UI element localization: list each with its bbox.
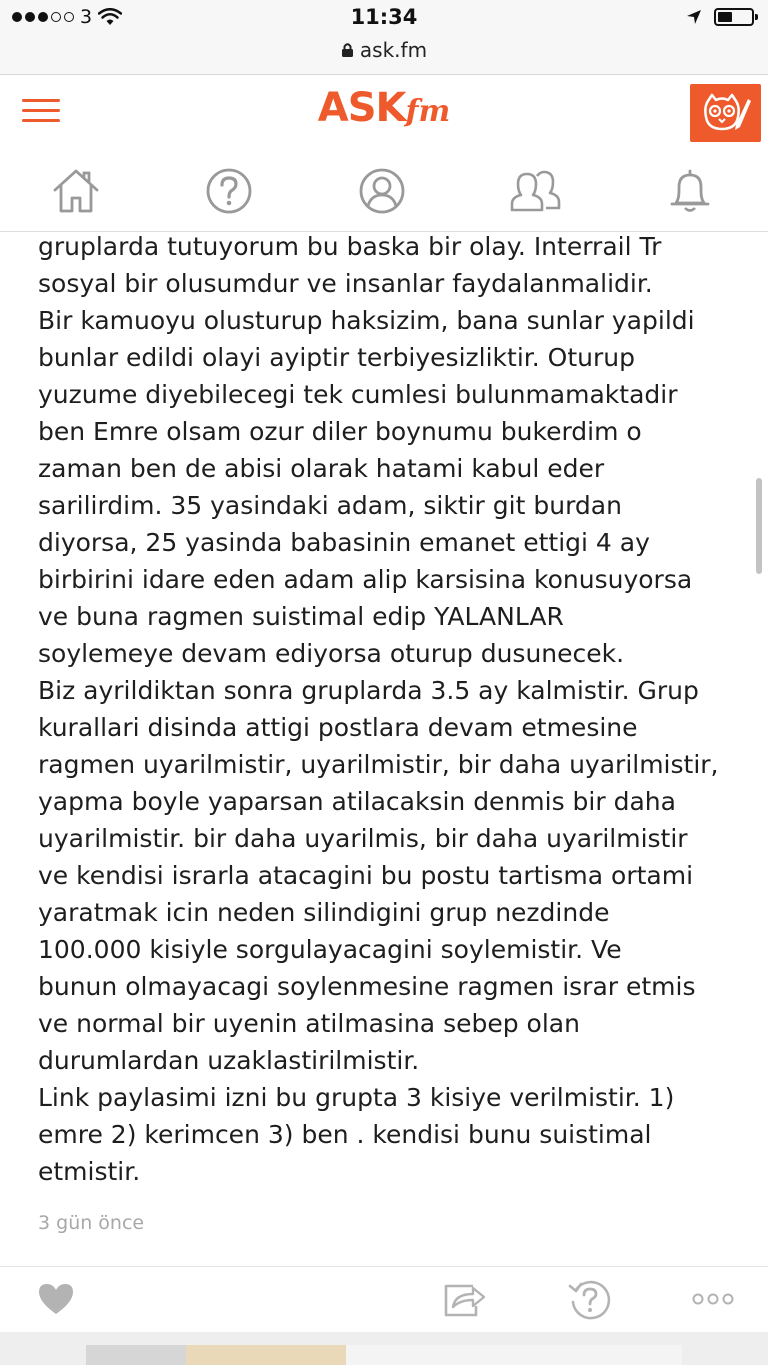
url-text: ask.fm [359, 38, 428, 62]
more-icon [691, 1292, 735, 1306]
more-button[interactable] [690, 1279, 736, 1319]
preview-image [86, 1345, 186, 1365]
share-icon [443, 1280, 487, 1318]
bell-icon [668, 167, 712, 215]
app-header [0, 75, 768, 153]
lock-icon [341, 42, 354, 58]
nav-questions[interactable] [199, 161, 259, 221]
answer-timestamp: 3 gün önce [38, 1212, 145, 1234]
rewind-question-icon [568, 1278, 612, 1320]
nav-home[interactable] [46, 161, 106, 221]
nav-notifications[interactable] [660, 161, 720, 221]
status-bar [0, 0, 768, 36]
ask-again-button[interactable] [567, 1279, 613, 1319]
main-nav [0, 153, 768, 232]
share-button[interactable] [442, 1279, 488, 1319]
carrier-name: 3 [80, 6, 93, 28]
nav-profile[interactable] [352, 161, 412, 221]
location-arrow-icon [686, 9, 702, 25]
profile-icon [358, 167, 406, 215]
scrollbar[interactable] [756, 478, 762, 574]
heart-icon [37, 1282, 75, 1316]
clock: 11:34 [350, 5, 418, 29]
logo-suffix: fm [405, 94, 451, 129]
answer-body [38, 228, 738, 1203]
logo-main: ASK [317, 85, 406, 131]
home-icon [51, 168, 101, 214]
battery-icon [714, 8, 754, 26]
answer-text: gruplarda tutuyorum bu baska bir olay. Interrail Tr sosyal bir olusumdur ve insanlar faydalanmalidir. Bir kamuoyu olusturup haksizim, bana sunlar yapildi bunlar edildi olayi ayiptir terbiyesizliktir. Oturup yuzume diyebilecegi tek cumlesi bulunmamaktadir ben Emre olsam ozur diler boynumu bukerdim o zaman ben de abisi olarak hatami kabul eder sarilirdim. 35 yasindaki adam, siktir git burdan diyorsa, 25 yasinda babasinin emanet ettigi 4 ay birbirini idare eden adam alip karsisina konusuyorsa ve buna ragmen suistimal edip YALANLAR soylemeye devam ediyorsa oturup dusunecek. Biz ayrildiktan sonra gruplarda 3.5 ay kalmistir. Grup kurallari disinda attigi postlara devam etmesine ragmen uyarilmistir, uyarilmistir, bir daha uyarilmistir, yapma boyle yaparsan atilacaksin denmis bir daha uyarilmistir. bir daha uyarilmis, bir daha uyarilmistir ve kendisi israrla atacagini bu postu tartisma ortami yaratmak icin neden silindigini grup nezdinde 100.000 kisiyle sorgulayacagini soylemistir. Ve bunun olmayacagi soylenmesine ragmen israr etmis ve normal bir uyenin atilmasina sebep olan durumlardan uzaklastirilmistir. Link paylasimi izni bu grupta 3 kisiye verilmistir. 1) emre 2) kerimcen 3) ben . kendisi bunu suistimal etmistir. [38, 232, 719, 1186]
like-button[interactable] [36, 1279, 76, 1319]
owl-pencil-icon [700, 91, 752, 135]
askfm-logo[interactable] [0, 85, 768, 131]
ask-question-button[interactable] [690, 84, 761, 142]
preview-image [346, 1345, 682, 1365]
next-post-preview [0, 1332, 768, 1365]
nav-friends[interactable] [507, 161, 567, 221]
preview-image [186, 1345, 346, 1365]
friends-icon [509, 168, 565, 214]
answer-actions [0, 1266, 768, 1333]
url-bar[interactable] [0, 36, 768, 75]
question-icon [205, 167, 253, 215]
